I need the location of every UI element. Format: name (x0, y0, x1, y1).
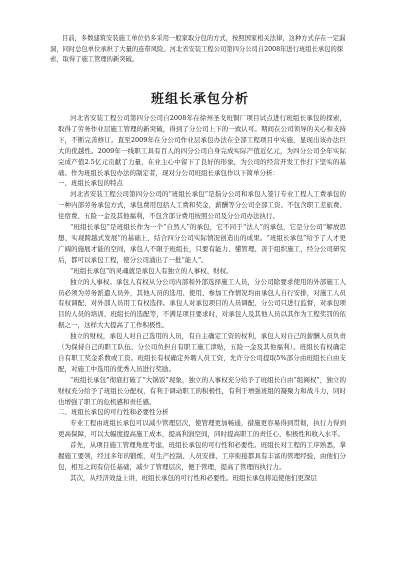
paragraph: 独立的人事权。承包人有权从分公司内部和外部选择施工人员，分公司除要求使用的外部施工人员必须为劳务派遣人员外，其他人员的选用、使用、参加工作情况均由承包人自行安排，对施工人员有权调配、对外部人员用工有权选择。承包人对承包项目的人员调配、分公司只进行监督，对承包项目的人员的培训、班组长的选配等，不满足项目要求时，对承包人及其他人员以其作为工程奖罚的依据之一，这样大大提高了工作积极性。 (58, 277, 346, 330)
paragraph: “班组长承包”彻底打破了“大锅饭”现象，独立的人事权充分给予了班组长自由“组阁权”，独立的财权充分给予了班组长分配权，有利于调动职工的积极性，有利于增强班组的凝聚力和战斗力，同时也增强了职工的危机感和责任感。 (58, 375, 346, 406)
document-title: 班组长承包分析 (150, 92, 249, 107)
paragraph: 专业工程由班组长承包可以减少管理层次，使管理更加畅通，措施更容易得到贯彻，执行力得到更高保障，可以大幅度提高施工成本，提高利润空间，同时提高职工的责任心，积极性和收入水平。 (58, 419, 346, 439)
section-heading: 二、班组长承包的可行性和必要性分析 (58, 408, 169, 417)
paragraph: “班组长承包”的灵魂就是承包人有独立的人事权、财权。 (70, 266, 233, 275)
paragraph: 独立的财权，承包人对自己选用的人员，有自主确定工资的权利，承包人对自己的薪酬人员负责（为保持自己的职工队伍、分公司负担自有职工施工津贴，五险一金及其他福利）。班组长有权确定自有职工奖金系数或工资。班组长有权确定外聘人员工资，允许分公司提取5%部分由班组长自由支配，对施工中选用的优秀人员进行奖励。 (58, 332, 346, 373)
document-body (58, 113, 346, 484)
paragraph: 首先，从项目施工管理角度考虑，班组长承包的可行性和必要性。班组长对工程的工序熟悉，掌握施工要领，经过多年的锻炼，对生产控制、人员安排、工序衔接都具有丰富的管理经验，由他们分包，相互之间有信任基础，减少了管理层次，便于管理，提高了管理的执行力。 (58, 441, 346, 471)
section-heading: 一、班组长承包的特点 (58, 179, 123, 188)
abstract-text: 目前，多数建筑安装施工单位仍多采用一般家取分包的方式，按照国家相关法律，这种方式存在一定漏洞，同时总包单位承担了大量的连带风险。河北省安装工程公司第四分公司自2008年进行班组长承包的探索，取得了施工管理的新突破。 (50, 35, 346, 63)
paragraph: 河北省安装工程公司第四分公司自2008年在徐州圣戈班铜厂项目试点进行班组长承包的探索，取得了劳务作业层施工管理的新突破，得到了分公司上下的一致认可。期间在公司领导的关心和支持下，不断完善修订。直至2009年在分公司作业层承包办法在全部工程项目中实施，显现出该办法巨大的优越性。2009年一线职工具有百人的四分公司自身完成实际产值近亿元，为四分公司全年实际完成产值2.5亿元贡献了力量，在业主心中留下了良好的形象，为公司的经营开发工作打下坚实的基础。作为班组长承包办法的制定者，现对分公司班组长承包作以下简单分析： (58, 114, 346, 177)
abstract-box (50, 34, 350, 66)
paragraph: 其次，从经济效益上讲，班组长承包的可行性和必要性。班组长承包将迫使他们更深层 (70, 473, 317, 482)
paragraph: “班组长承包”是班组长作为一个“自然人”的承包，它不同于“法人”的承包，它是分公司“解放思想、实现跨越式发展”的基础上，结合四分公司实际情况创造出的成果。“班组长承包”给予了人才更广阔的施展才能的空间，承包人不限于班组长，只要有能力、懂管理、善于组织施工，经分公司研究后，都可以承包工程，使分公司涌出了一批“能人”。 (58, 223, 346, 264)
paragraph: 河北省安装工程公司第四分公司的“班组长承包”是指分公司和承包人签订专业工程人工费承包的一种内部劳务承包方式，承包费用包括人工费和奖金，薪酬等分公司全部工资。不包含职工差旅费、住宿费、五险一金及其他福利，不包含部分费用按照公司及分公司办法执行。 (58, 190, 346, 221)
